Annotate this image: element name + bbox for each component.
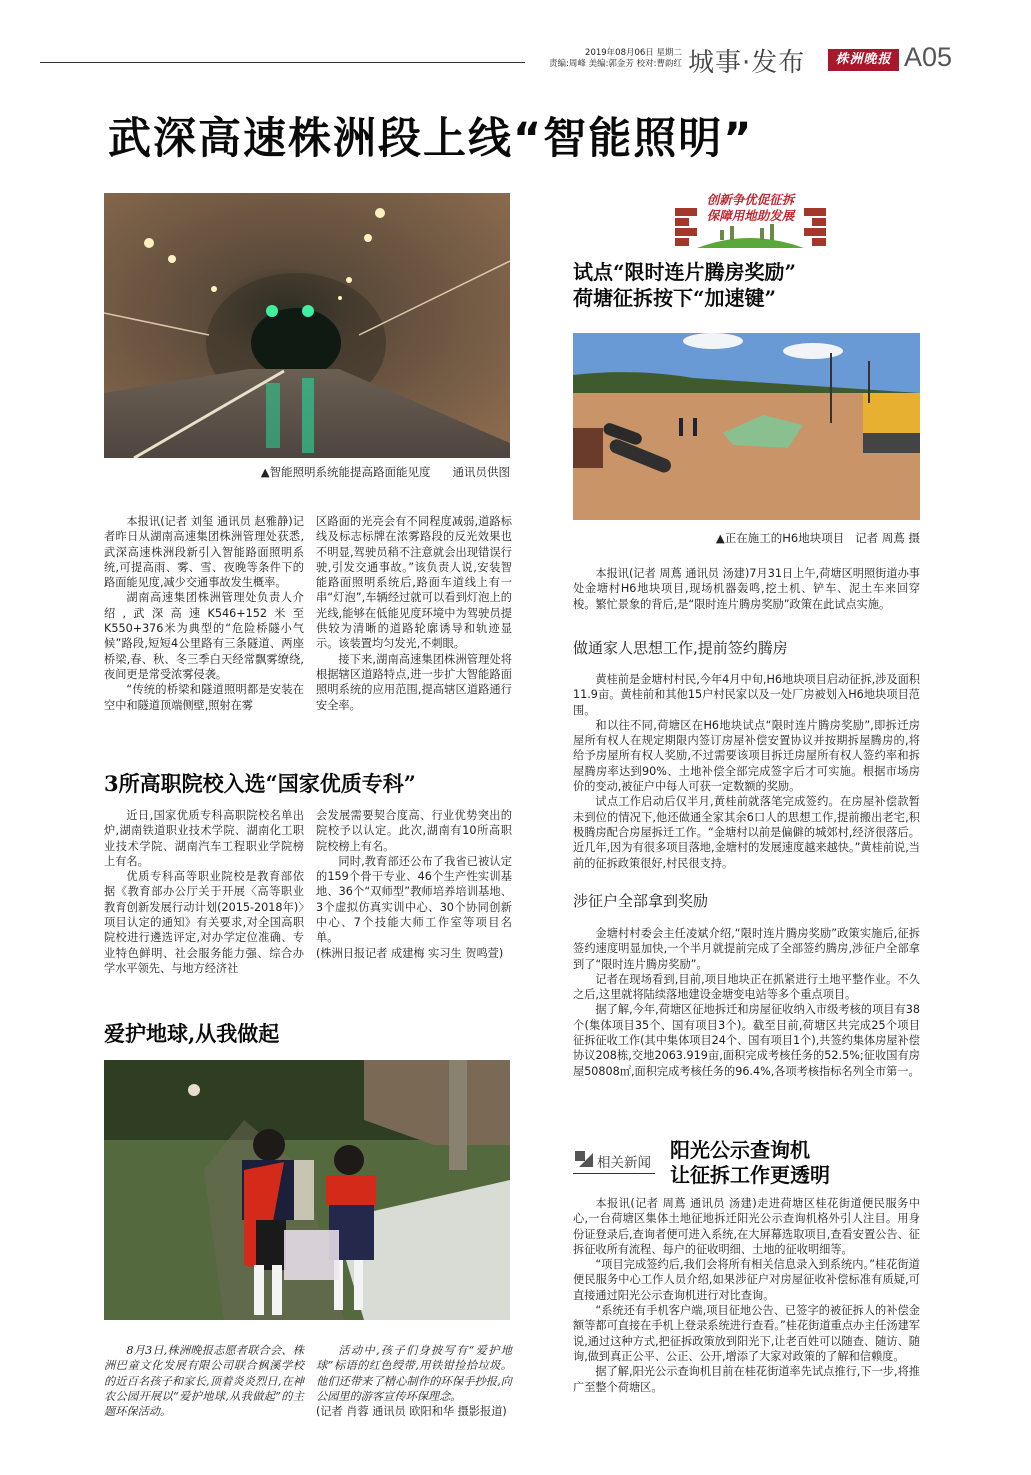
section-title: 城事·发布 [688,48,806,78]
relocation-section-2 [573,926,920,1079]
byline: (株洲日报记者 成建梅 实习生 贺鸣萱) [316,946,504,960]
paragraph: 金塘村村委会主任凌斌介绍,“限时连片腾房奖励”政策实施后,征拆签约速度明显加快,一个半月就提前完成了全部签约腾房,涉征户全部拿到了“限时连片腾房奖励”。 [573,927,920,971]
colleges-col1 [104,808,304,976]
paragraph: 8月3日,株洲晚报志愿者联合会、株洲巴童文化发展有限公司联合枫溪学校的近百名孩子和家长,顶着炎炎烈日,在神农公园开展以“爱护地球,从我做起”的主题环保活动。 [104,1344,304,1419]
tunnel-image [104,193,510,458]
paragraph: 本报讯(记者 周蔦 通讯员 汤建)7月31日上午,荷塘区明照街道办事处金塘村H6地块项目,现场机器轰鸣,挖土机、铲车、泥土车来回穿梭。繁忙景象的背后,是“限时连片腾房奖励”政策在此试点实施。 [573,567,920,611]
kiosk-headline [670,1138,830,1188]
related-news-label: 相关新闻 [597,1155,651,1171]
paragraph: 本报讯(记者 周蔦 通讯员 汤建)走进荷塘区桂花街道便民服务中心,一台荷塘区集体土地征地拆迁阳光公示查询机格外引人注目。用身份证登录后,查询者便可进入系统,在大屏幕选取项目,查看安置公告、征拆征收所有流程、每户的征收明细、土地的征收明细等。 [573,1197,920,1256]
header-meta [532,48,682,70]
paragraph: 黄桂前是金塘村村民,今年4月中旬,H6地块项目启动征拆,涉及面积11.9亩。黄桂前和其他15户村民家以及一处厂房被划入H6地块项目范围。 [573,673,920,717]
earth-col2 [316,1343,512,1419]
tunnel-photo [104,193,510,458]
paper-logo: 株洲晚报 [828,49,899,71]
paragraph: “系统还有手机客户端,项目征地公告、已签字的被征拆人的补偿金额等都可直接在手机上登录系统进行查看。”桂花街道重点办主任汤建军说,通过这种方式,把征拆政策放到阳光下,让老百姓可以随查、随访、随询,做到真正公平、公正、公开,增添了大家对政策的了解和信赖度。 [573,1304,921,1363]
headline-line1: 试点“限时连片腾房奖励” [573,260,797,284]
kiosk-body [573,1196,920,1395]
paragraph: 试点工作启动后仅半月,黄桂前就落笔完成签约。在房屋补偿款暂未到位的情况下,他还做通全家其余6口人的思想工作,提前搬出老宅,积极腾房配合房屋拆迁工作。“金塘村以前是偏僻的城郊村,经济很落后。近几年,因为有很多项目落地,金塘村的发展速度越来越快。”黄桂前说,当前的征拆政策很好,村民很支持。 [573,795,920,870]
paragraph: 据了解,今年,荷塘区征地拆迁和房屋征收纳入市级考核的项目有38个(集体项目35个、国有项目3个)。截至目前,荷塘区共完成25个项目征拆征收工作(其中集体项目24个、国有项目1个),共签约集体房屋补偿协议208栋,交地2063.919亩,面积完成考核任务的52.5%;征收国有房屋50808㎡,面积完成考核任务的96.4%,各项考核指标名列全市第一。 [573,1003,920,1078]
relocation-subhead-1: 做通家人思想工作,提前签约腾房 [573,639,788,657]
headline-line2: 让征拆工作更透明 [670,1163,830,1187]
paragraph: 优质专科高等职业院校是教育部依据《教育部办公厅关于开展〈高等职业教育创新发展行动计划(2015-2018年)〉项目认定的通知》有关要求,对全国高职院校进行遴选评定,对办学定位准确、专业特色鲜明、社会服务能力强、综合办学水平领先、与地方经济社 [104,870,304,975]
paragraph: “传统的桥梁和隧道照明都是安装在空中和隧道顶端侧壁,照射在雾 [104,683,304,712]
paragraph: 记者在现场看到,目前,项目地块正在抓紧进行土地平整作业。不久之后,这里就将陆续落地建设金塘变电站等多个重点项目。 [573,972,920,1002]
earth-headline: 爱护地球,从我做起 [104,1021,280,1046]
byline: (记者 肖蓉 通讯员 欧阳和华 摄影报道) [316,1405,507,1419]
header-rule [40,62,525,63]
main-article-col1 [104,514,304,713]
construction-photo-caption: ▲正在施工的H6地块项目 记者 周蔦 摄 [715,531,920,545]
headline-line1: 阳光公示查询机 [670,1138,810,1162]
arrow-icon [575,1151,593,1167]
paragraph: 接下来,湖南高速集团株洲管理处将根据辖区道路特点,进一步扩大智能路面照明系统的应用范围,提高辖区道路通行安全率。 [316,652,512,712]
paragraph: 据了解,阳光公示查询机目前在桂花街道率先试点推行,下一步,将推广至整个荷塘区。 [573,1365,920,1394]
paragraph: “项目完成签约后,我们会将所有相关信息录入到系统内。”桂花街道便民服务中心工作人员介绍,如果涉征户对房屋征收补偿标准有质疑,可直接通过阳光公示查询机进行对比查询。 [573,1258,920,1302]
earth-col1 [104,1343,304,1419]
headline-line2: 荷塘征拆按下“加速键” [573,286,777,310]
relocation-lead [573,566,920,612]
paragraph: 本报讯(记者 刘玺 通讯员 赵雅静)记者昨日从湖南高速集团株洲管理处获悉,武深高速株洲段新引入智能路面照明系统,可提高雨、雾、雪、夜晚等条件下的路面能见度,减少交通事故发生概率。 [104,515,304,590]
construction-photo [573,333,920,520]
paragraph: 同时,教育部还公布了我省已被认定的159个骨干专业、46个生产性实训基地、36个“双师型”教师培养培训基地、3个虚拟仿真实训中心、30个协同创新中心、7个技能大师工作室等项目名单。 [316,854,512,945]
paragraph: 和以往不同,荷塘区在H6地块试点“限时连片腾房奖励”,即拆迁房屋所有权人在规定期限内签订房屋补偿安置协议并按期拆屋腾房的,将给予房屋所有权人奖励,不过需要该项目拆迁房屋所有权人签约率和拆屋腾房率达到90%、土地补偿全部完成签字后才可实施。根据市场房价的变动,被征户中每人可获一定数额的奖励。 [573,718,920,794]
paragraph: 会发展需要契合度高、行业优势突出的院校予以认定。此次,湖南有10所高职院校榜上有名。 [316,809,512,853]
campaign-banner [675,190,826,248]
relocation-section-1 [573,672,920,871]
construction-image [573,333,920,520]
colleges-headline: 3所高职院校入选“国家优质专科” [104,771,416,796]
issue-date: 2019年08月06日 星期二 [585,48,682,58]
editor-credits: 责编:周峰 美编:郭金芳 校对:曹韵红 [549,59,682,69]
colleges-col2 [316,808,512,961]
paragraph: 湖南高速集团株洲管理处负责人介绍,武深高速K546+152米至K550+376米为典型的“危险桥隧小气候”路段,短短4公里路有三条隧道、两座桥梁,春、秋、冬三季白天经常飘雾缭绕,夜间更是常受浓雾侵袭。 [104,591,304,681]
relocation-subhead-2: 涉征户全部拿到奖励 [573,892,709,910]
related-news-tag [573,1146,655,1174]
main-headline: 武深高速株洲段上线“智能照明” [108,114,754,164]
paragraph: 区路面的光亮会有不同程度减弱,道路标线及标志标牌在浓雾路段的反光效果也不明显,驾驶员稍不注意就会出现错误行驶,引发交通事故。”该负责人说,安装智能路面照明系统后,路面车道线上有一串“灯泡”,车辆经过就可以看到灯泡上的光线,能够在低能见度环境中为驾驶员提供较为清晰的道路轮廓诱导和轨迹显示。该装置均匀发光,不刺眼。 [316,515,512,651]
paragraph: 近日,国家优质专科高职院校名单出炉,湖南铁道职业技术学院、湖南化工职业技术学院、湖南汽车工程职业学院榜上有名。 [104,809,304,868]
banner-line2: 保障用地助发展 [706,208,795,223]
paragraph: 活动中,孩子们身披写有“爱护地球”标语的红色绶带,用铁钳捡拾垃圾。他们还带来了精心制作的环保手抄报,向公园里的游客宣传环保理念。 [316,1344,512,1403]
page-number: A05 [904,42,953,72]
banner-line1: 创新争优促征拆 [706,192,795,207]
kids-image [104,1060,510,1320]
tunnel-photo-caption: ▲智能照明系统能提高路面能见度 通讯员供图 [260,465,510,479]
kids-photo [104,1060,510,1320]
main-article-col2 [316,514,512,713]
relocation-headline [573,259,796,311]
